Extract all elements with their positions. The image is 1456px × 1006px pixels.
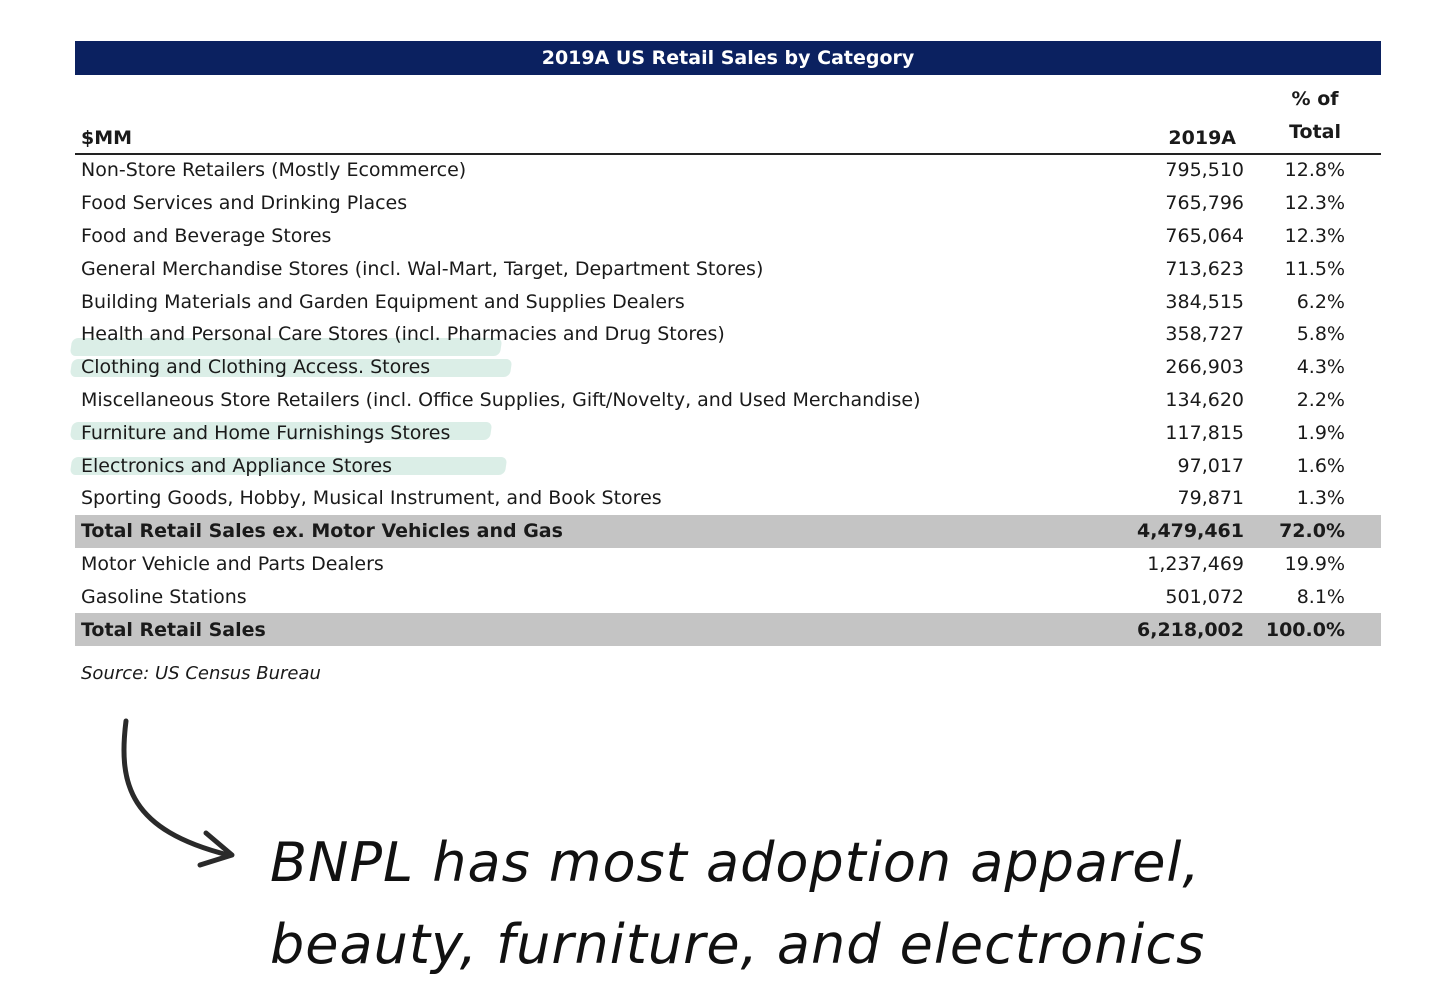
table-row-total bbox=[75, 613, 1381, 646]
row-pct: 4.3% bbox=[1296, 356, 1345, 379]
row-value: 384,515 bbox=[1165, 290, 1244, 313]
row-value: 765,796 bbox=[1165, 192, 1244, 215]
row-name: Food and Beverage Stores bbox=[81, 224, 332, 247]
table-row bbox=[75, 449, 1381, 482]
row-name: Electronics and Appliance Stores bbox=[81, 454, 393, 477]
row-value: 97,017 bbox=[1177, 454, 1244, 477]
column-header-pct-line2: Total bbox=[1289, 121, 1341, 143]
row-value: 358,727 bbox=[1165, 323, 1244, 346]
row-value: 4,479,461 bbox=[1137, 520, 1244, 543]
row-name: Motor Vehicle and Parts Dealers bbox=[81, 552, 384, 575]
row-value: 79,871 bbox=[1177, 487, 1244, 510]
table-row bbox=[75, 318, 1381, 351]
row-name: Total Retail Sales bbox=[81, 618, 266, 641]
row-name: General Merchandise Stores (incl. Wal-Mart, Target, Department Stores) bbox=[81, 257, 764, 280]
table-row bbox=[75, 384, 1381, 417]
row-name: Gasoline Stations bbox=[81, 585, 247, 608]
row-value: 1,237,469 bbox=[1147, 552, 1244, 575]
row-value: 795,510 bbox=[1165, 159, 1244, 182]
row-name: Building Materials and Garden Equipment and Supplies Dealers bbox=[81, 290, 685, 313]
table-row bbox=[75, 351, 1381, 384]
column-header-pct bbox=[1289, 83, 1341, 149]
table-header bbox=[75, 88, 1381, 155]
row-name: Health and Personal Care Stores (incl. Pharmacies and Drug Stores) bbox=[81, 323, 725, 346]
table-row-subtotal bbox=[75, 515, 1381, 548]
row-value: 117,815 bbox=[1165, 421, 1244, 444]
table-row bbox=[75, 285, 1381, 318]
annotation-line-2: beauty, furniture, and electronics bbox=[270, 913, 1206, 976]
annotation-line-1: BNPL has most adoption apparel, bbox=[270, 831, 1201, 894]
table-row bbox=[75, 482, 1381, 515]
row-pct: 11.5% bbox=[1284, 257, 1345, 280]
column-header-pct-line1: % of bbox=[1291, 88, 1339, 110]
table-row bbox=[75, 187, 1381, 220]
column-header-year: 2019A bbox=[1168, 127, 1236, 149]
row-name: Furniture and Home Furnishings Stores bbox=[81, 421, 451, 444]
row-value: 6,218,002 bbox=[1137, 618, 1244, 641]
row-value: 134,620 bbox=[1165, 388, 1244, 411]
row-pct: 1.6% bbox=[1296, 454, 1345, 477]
row-pct: 12.3% bbox=[1284, 224, 1345, 247]
row-pct: 5.8% bbox=[1296, 323, 1345, 346]
row-pct: 19.9% bbox=[1284, 552, 1345, 575]
row-value: 765,064 bbox=[1165, 224, 1244, 247]
row-pct: 12.8% bbox=[1284, 159, 1345, 182]
row-name: Clothing and Clothing Access. Stores bbox=[81, 356, 431, 379]
row-pct: 1.9% bbox=[1296, 421, 1345, 444]
row-name: Food Services and Drinking Places bbox=[81, 192, 408, 215]
table-row bbox=[75, 548, 1381, 581]
row-pct: 100.0% bbox=[1265, 618, 1345, 641]
row-pct: 6.2% bbox=[1296, 290, 1345, 313]
row-name: Non-Store Retailers (Mostly Ecommerce) bbox=[81, 159, 467, 182]
annotation-text bbox=[270, 822, 1205, 986]
table-row bbox=[75, 220, 1381, 253]
row-pct: 1.3% bbox=[1296, 487, 1345, 510]
row-name: Miscellaneous Store Retailers (incl. Office Supplies, Gift/Novelty, and Used Merchandise) bbox=[81, 388, 921, 411]
row-name: Total Retail Sales ex. Motor Vehicles and Gas bbox=[81, 520, 563, 543]
table-row bbox=[75, 416, 1381, 449]
row-value: 501,072 bbox=[1165, 585, 1244, 608]
table-title: 2019A US Retail Sales by Category bbox=[75, 41, 1381, 75]
table-row bbox=[75, 154, 1381, 187]
row-pct: 8.1% bbox=[1296, 585, 1345, 608]
table-body bbox=[75, 154, 1381, 646]
table-row bbox=[75, 252, 1381, 285]
row-name: Sporting Goods, Hobby, Musical Instrument, and Book Stores bbox=[81, 487, 662, 510]
row-pct: 2.2% bbox=[1296, 388, 1345, 411]
table-row bbox=[75, 580, 1381, 613]
row-pct: 12.3% bbox=[1284, 192, 1345, 215]
units-label: $MM bbox=[81, 127, 133, 149]
row-pct: 72.0% bbox=[1279, 520, 1345, 543]
row-value: 713,623 bbox=[1165, 257, 1244, 280]
source-note: Source: US Census Bureau bbox=[81, 663, 321, 684]
curved-arrow-icon bbox=[110, 715, 250, 875]
row-value: 266,903 bbox=[1165, 356, 1244, 379]
